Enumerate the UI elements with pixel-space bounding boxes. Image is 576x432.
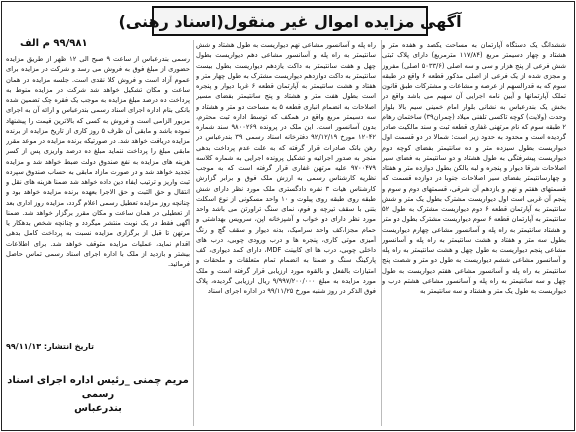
- column-middle-text: راه پله و آسانسور مشاعی نهم دیواریست به طول هشتاد و شش سانتیمتر به راه پله و آسانسور مشاعی دهم دیواریست بطول چهل و هفت سانتیمتر به داکت یازدهم دیواریست بطول بیست سانتیمتر به داکت دوازدهم دیواریست مشترک به طول چهار متر و هفتاد و هشت سانتیمتر به آپارتمان قطعه ۶ غربا دیوار و پنجره است بطول هفت متر و هشتاد و پنج سانتیمتر بفضای مسیر اصلاحات به انضمام انباری قطعه ۵ به مساحت دو متر و هشتاد و سه دسیمتر مربع واقع در همکف که توسط اداره ثبت محترم، بدون آسانسور است. این ملک در پرونده ۹۸۰۰۲۶۹ سند شماره ۱۲۰۴۲ مورخ ۹۲/۱۲/۱۹ دفترخانه اسناد رسمی ۳۹ بندرعباس در رهن بانک صادرات قرار گرفته که به علت عدم پرداخت بدهی منجر به صدور اجرائیه و تشکیل پرونده اجرایی به شماره کلاسه ۹۷۰۰۴۷۹ علیه مرتهن غفاری قرار گرفته است که به موجب نظریه کارشناس رسمی به ارزش ملک فوق و برابر گزارش کارشناس هیات ۳ نفره دادگستری ملک مورد نظر دارای شش طبقه روی طبقه روی پیلوت و ۱۰ واحد مسکونی از نوع اسکلت بتنی با سقف تیرچه و فوم، نمای سنگ تراورتن می باشد واحد مورد نظر دارای دو خواب و آشپزخانه اپن، سرویس بهداشتی و حمام مجزا،کف واحد سرامیک، بدنه دیوار و سقف گچ و رنگ آمیزی موتی کاری، پنجره ها و درب ورودی چوبی، درب های داخلی چوبی، درب ها ای کابینت MDF، دارای کمد دیواری، کف پارکینگ سنگ و ضمنا به انضمام تمام متعلقات و ملحقات و امتیازات بالفعل و بالقوه مورد ارزیابی قرار گرفته است و ملک مورد مزایده به مبلغ ۹/۹۹۷/۲۰۰/۰۰۰ ریال ارزیابی گردیده، پلاک فوق الذکر در روز شنبه مورخ ۹۹/۱۱/۲۵ در اداره اجرای اسناد: [196, 41, 376, 295]
- column-left-text: رسمی بندرعباس از ساعت ۹ صبح الی ۱۲ ظهر از طریق مزایده حضوری از مبلغ فوق به فروش می رسد و شرکت در مزایده برای عموم آزاد است و فروش کلا نقدی است. جلسه مزایده در همان ساعت و مکان تشکیل خواهد شد شرکت در مزایده منوط به پرداخت ده درصد مبلغ مزایده به موجب یک فقره چک تضمین شده بانکی بنام اداره اجرای اسناد رسمی بندرعباس و ارائه آن به اجرای مزبور الزامی است و فروش به کسی که بالاترین قیمت را پیشنهاد نموده باشد و مابقی آن ظرف ۵ روز کاری از تاریخ مزایده از برنده مزایده دریافت خواهد شد. در صورتیکه برنده مزایده در موعد مقرر مابقی مبلغ را پرداخت ننماید مبلغ ده درصد واریزی پس از کسر هزینه های مزایده به نفع صندوق دولت ضبط خواهد شد و مزایده تجدید خواهد شد و در صورت مازاد مابقی به حساب صندوق سپرده ثبت واریز و ترتیب ایفاء دین داده خواهد شد ضمنا هزینه های نقل و انتقال و حق الثبت و حق الاجرا بعهده برنده مزایده خواهد بود و چنانچه روز مزایده تعطیل رسمی اعلام گردد، مزایده روز اداری بعد از تعطیلی در همان ساعت و مکان مقرر برگزار خواهد شد. ضمنا آگهی فقط در یک نوبت منتشر میگردد و چنانچه شخص بدهکار یا مرتهن تا قبل از برگزاری مزایده نسبت به پرداخت کامل بدهی اقدام نماید، عملیات مزایده متوقف خواهد شد. برای اطلاعات بیشتر و بازدید از ملک با اداره اجرای اسناد رسمی تماس حاصل فرمائید.: [6, 55, 190, 268]
- reference-number: ۹۹/۹۸۱ م الف: [20, 38, 88, 49]
- notice-frame: [1, 1, 575, 431]
- column-divider: [193, 40, 194, 426]
- signature-name-title: مریم چمنی _رئیس اداره اجرای اسناد رسمی: [7, 375, 189, 400]
- title-box: [118, 6, 462, 36]
- column-right-text: ششدانگ یک دستگاه آپارتمان به مساحت یکصد و هفده متر و هشتاد و چهار دسیمتر مربع (۱۱۷/۸۴ مترمربع) دارای پلاک ثبتی شش فرعی از پنج هزار و سی و سه اصلی (۵۰۳۳/۶ اصلی) مفروز و مجزی شده از یک فرعی از اصلی مذکور قطعه ۶ واقع در طبقه سوم که به قدرالسهم از عرصه و مشاعات و مشترکات طبق قانون تملک آپارتمانها و آیین نامه اجرایی آن سهیم می باشد واقع در بخش یک بندرعباس به نشانی بلوار امام خمینی سیم بالا بلوار وحدت (ولایت) کوچه تاکسی تلفنی میلاد (چمران۳۹) ساختمان رهام ۲ طبقه سوم که نام مرتهنی غفاری قطعه ثبت و سند مالکیت صادر گردیده است و محدود به حدود زیر است: شمالا در دو قسمت اول دیواریست بطول سیزده متر و ده سانتیمتر بفضای کوچه دوم دیواریست پیشرفتگی به طول هشتاد و دو سانتیمتر به فضای سیر اصلاحات شرقا دیوار و پنجره و لبه بالکن بطول دوازده متر و هفتاد و چهارسانتیمتر بفضای سیر اصلاحات جنوبا در دوازده قسمت که قسمتهای هفتم و نهم و یازدهم آن شرقی، قسمتهای دوم و سوم و پنجم آن غربی است اول دیواریست مشترک بطول یک متر و شش سانتیمتر به آپارتمان قطعه ۶ دوم دیواریست مشترک به طول ۵۲ سانتیمتر به آپارتمان قطعه ۶ سوم دیواریست مشترک بطول دو متر و هشتاد سانتیمتر به راه پله و آسانسور مشاعی چهارم دیواریست بطول سه متر و هفتاد و هشت سانتیمتر به راه پله و آسانسور مشاعی پنجم دیواریست به طول چهل و هشت سانتیمتر به راه پله و آسانسور مشاعی ششم دیواریست به طول دو متر و شصت پنج سانتیمتر به راه پله و آسانسور مشاعی هفتم دیواریست به طول چهل و سه سانتیمتر به راه پله و آسانسور مشاعی هشتم درب و دیواریست به طول یک متر و هشتاد و سه سانتیمتر به: [382, 41, 566, 295]
- signature-block: [6, 374, 190, 416]
- notice-title: آگهی مزایده اموال غیر منقول(اسناد رهنی): [118, 11, 462, 31]
- publication-date: تاریخ انتشار: ۹۹/۱۱/۱۳: [6, 342, 95, 351]
- column-divider: [381, 40, 382, 426]
- signature-city: بندرعباس: [74, 403, 122, 414]
